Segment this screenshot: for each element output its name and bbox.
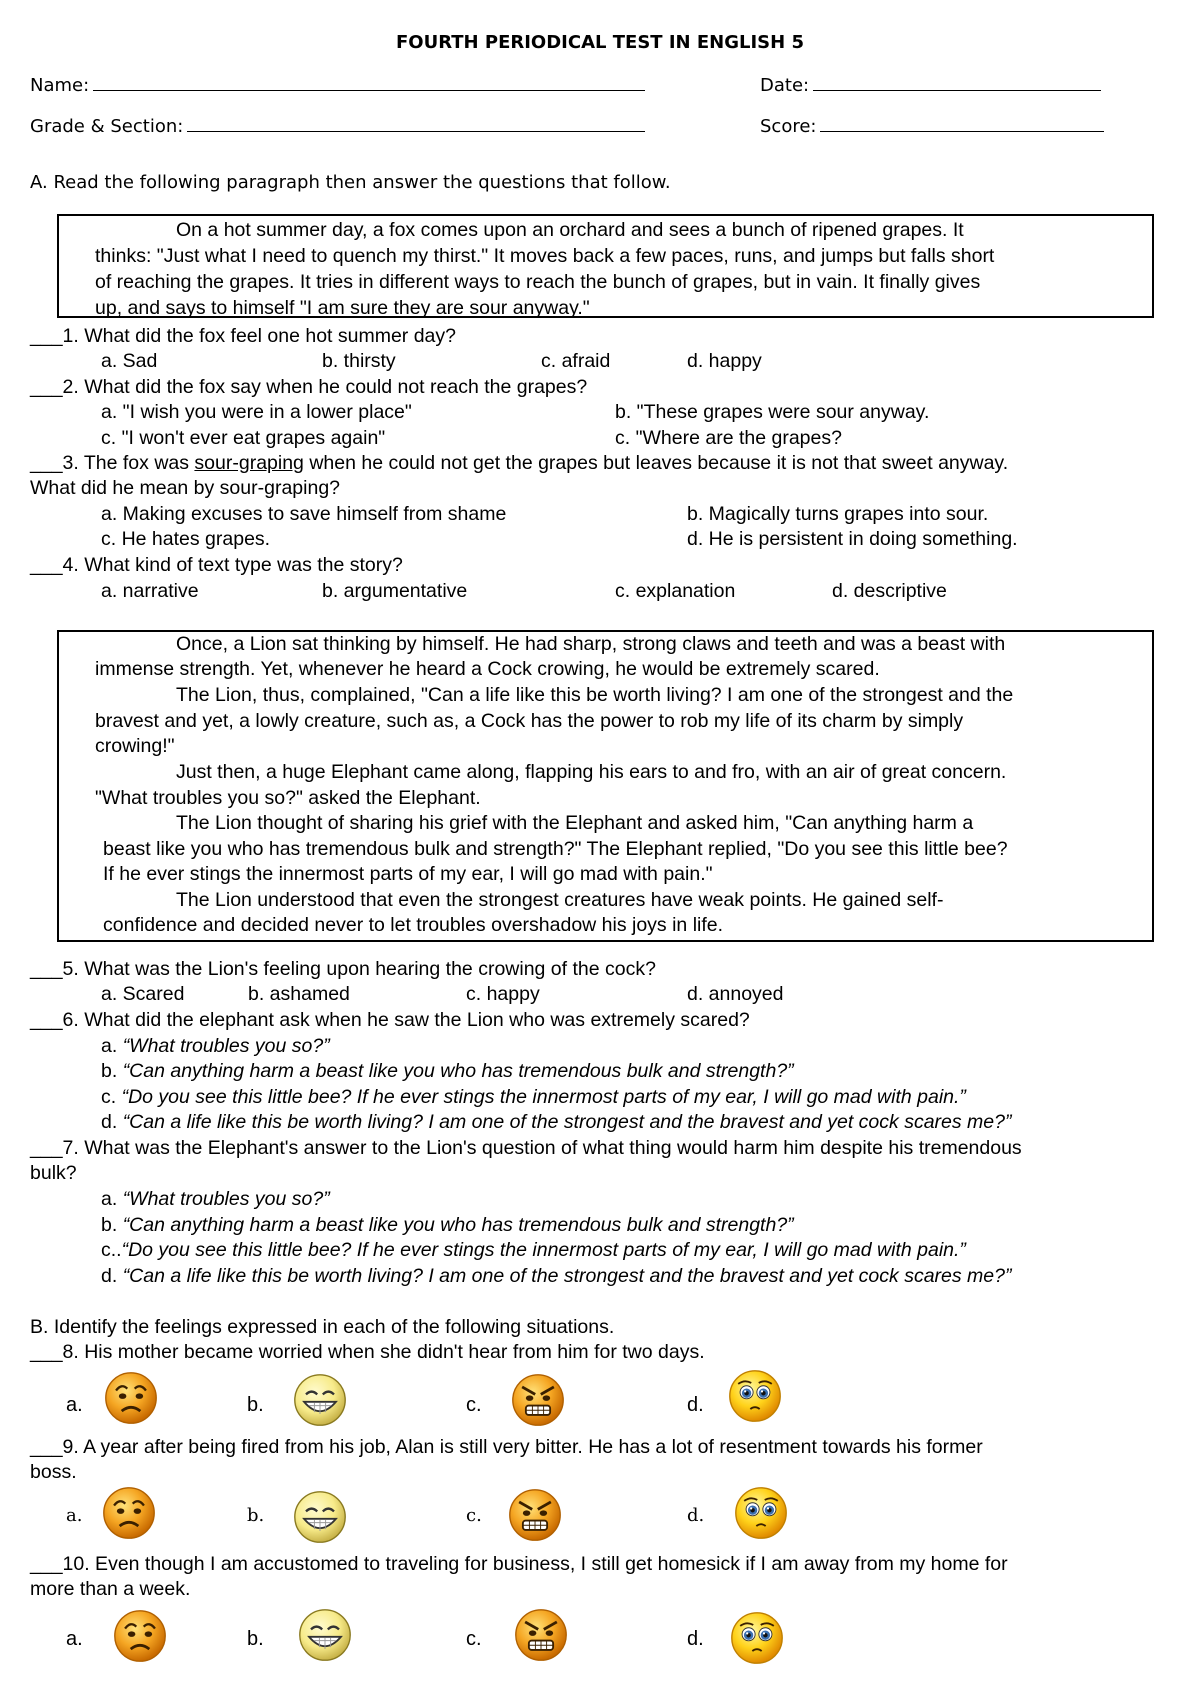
q3-stem-pre: ___3. The fox was [30, 452, 195, 474]
grade-section-label: Grade & Section: [30, 116, 184, 137]
angry-face-icon[interactable] [513, 1607, 569, 1663]
question-8-stem: ___8. His mother became worried when she didn't hear from him for two days. [30, 1341, 705, 1363]
q9-option-a-label: a. [66, 1505, 83, 1526]
q10-option-a-label: a. [66, 1628, 83, 1650]
passage-2-line: "What troubles you so?" asked the Elephant. [95, 787, 481, 809]
section-a-instruction: A. Read the following paragraph then answer the questions that follow. [30, 172, 671, 193]
grinning-face-icon[interactable] [292, 1489, 348, 1545]
option-letter: c. [101, 1086, 117, 1108]
q2-option-d[interactable]: c. "Where are the grapes? [615, 427, 842, 449]
grinning-face-icon[interactable] [292, 1372, 348, 1428]
passage-2-line: If he ever stings the innermost parts of my ear, I will go mad with pain." [103, 863, 713, 885]
sad-puppy-eyes-face-icon[interactable] [729, 1610, 785, 1666]
score-blank[interactable] [820, 113, 1104, 132]
passage-2-line: Just then, a huge Elephant came along, flapping his ears to and fro, with an air of great concern. [176, 761, 1007, 783]
passage-2-line: The Lion understood that even the strongest creatures have weak points. He gained self- [176, 889, 944, 911]
question-9-stem-line2: boss. [30, 1461, 77, 1483]
q7-option-b[interactable] [101, 1213, 794, 1237]
angry-face-icon[interactable] [510, 1372, 566, 1428]
q1-option-d[interactable]: d. happy [687, 350, 762, 372]
passage-2-line: crowing!" [95, 735, 175, 757]
q3-option-c[interactable]: c. He hates grapes. [101, 528, 271, 550]
date-field[interactable] [760, 72, 1101, 96]
worried-face-icon[interactable] [103, 1370, 159, 1426]
passage-2-line: immense strength. Yet, whenever he heard a Cock crowing, he would be extremely scared. [95, 658, 880, 680]
q9-option-c-label: c. [466, 1505, 482, 1526]
option-letter: b. [101, 1060, 118, 1082]
option-letter: b. [101, 1214, 118, 1236]
page-title: FOURTH PERIODICAL TEST IN ENGLISH 5 [396, 32, 804, 53]
q9-option-d-label: d. [687, 1505, 705, 1526]
worried-face-icon[interactable] [101, 1485, 157, 1541]
q3-option-d[interactable]: d. He is persistent in doing something. [687, 528, 1018, 550]
angry-face-icon[interactable] [507, 1487, 563, 1543]
question-10-stem: ___10. Even though I am accustomed to traveling for business, I still get homesick if I am away from my home for [30, 1553, 1008, 1575]
q8-option-c-label: c. [466, 1394, 482, 1416]
q10-option-b-label: b. [247, 1628, 264, 1650]
question-1-stem: ___1. What did the fox feel one hot summer day? [30, 325, 457, 347]
q8-option-d-label: d. [687, 1394, 704, 1416]
option-letter: d. [101, 1265, 118, 1287]
passage-2-line: beast like you who has tremendous bulk and strength?" The Elephant replied, "Do you see this little bee? [103, 838, 1008, 860]
q5-option-c[interactable]: c. happy [466, 983, 540, 1005]
option-text: “Do you see this little bee? If he ever stings the innermost parts of my ear, I will go mad with pain.” [121, 1239, 966, 1261]
q4-option-a[interactable]: a. narrative [101, 580, 199, 602]
q4-option-d[interactable]: d. descriptive [832, 580, 947, 602]
worried-face-icon[interactable] [112, 1608, 168, 1664]
question-4-stem: ___4. What kind of text type was the story? [30, 554, 403, 576]
option-letter: a. [101, 1188, 118, 1210]
score-field[interactable] [760, 113, 1104, 137]
passage-1-line: On a hot summer day, a fox comes upon an orchard and sees a bunch of ripened grapes. It [176, 219, 964, 241]
grade-section-blank[interactable] [187, 113, 645, 132]
q7-option-d[interactable] [101, 1264, 1011, 1288]
q1-option-a[interactable]: a. Sad [101, 350, 158, 372]
question-7-stem: ___7. What was the Elephant's answer to the Lion's question of what thing would harm him despite his tremendous [30, 1137, 1022, 1159]
question-7-stem-line2: bulk? [30, 1162, 77, 1184]
option-text: “Can a life like this be worth living? I am one of the strongest and the bravest and yet cock scares me?” [122, 1111, 1012, 1133]
q3-stem-post: when he could not get the grapes but leaves because it is not that sweet anyway. [303, 452, 1009, 474]
q10-option-d-label: d. [687, 1628, 704, 1650]
passage-2-line: Once, a Lion sat thinking by himself. He had sharp, strong claws and teeth and was a beast with [176, 633, 1006, 655]
q3-option-a[interactable]: a. Making excuses to save himself from shame [101, 503, 507, 525]
passage-2-line: bravest and yet, a lowly creature, such as, a Cock has the power to rob my life of its charm by simply [95, 710, 964, 732]
passage-1-line: up, and says to himself "I am sure they are sour anyway." [95, 297, 590, 319]
option-letter: c.. [101, 1239, 122, 1261]
q2-option-c[interactable]: c. "I won't ever eat grapes again" [101, 427, 386, 449]
option-text: “Do you see this little bee? If he ever stings the innermost parts of my ear, I will go mad with pain.” [121, 1086, 966, 1108]
section-b-instruction: B. Identify the feelings expressed in each of the following situations. [30, 1316, 615, 1338]
grade-section-field[interactable] [30, 113, 645, 137]
passage-1-line: thinks: "Just what I need to quench my thirst." It moves back a few paces, runs, and jumps but falls short [95, 245, 995, 267]
question-2-stem: ___2. What did the fox say when he could not reach the grapes? [30, 376, 588, 398]
passage-2-line: The Lion, thus, complained, "Can a life like this be worth living? I am one of the strongest and the [176, 684, 1014, 706]
q6-option-c[interactable] [101, 1085, 966, 1109]
q1-option-c[interactable]: c. afraid [541, 350, 611, 372]
option-text: “What troubles you so?” [122, 1188, 330, 1210]
date-blank[interactable] [813, 72, 1101, 91]
sad-puppy-eyes-face-icon[interactable] [733, 1485, 789, 1541]
q5-option-d[interactable]: d. annoyed [687, 983, 784, 1005]
q2-option-a[interactable]: a. "I wish you were in a lower place" [101, 401, 412, 423]
q9-option-b-label: b. [247, 1505, 265, 1526]
option-text: “Can anything harm a beast like you who has tremendous bulk and strength?” [122, 1214, 794, 1236]
passage-2-line: confidence and decided never to let troubles overshadow his joys in life. [103, 914, 724, 936]
passage-1-line: of reaching the grapes. It tries in different ways to reach the bunch of grapes, but in vain. It finally gives [95, 271, 981, 293]
q6-option-b[interactable] [101, 1059, 794, 1083]
option-letter: d. [101, 1111, 118, 1133]
date-label: Date: [760, 75, 810, 96]
q8-option-a-label: a. [66, 1394, 83, 1416]
q7-option-a[interactable] [101, 1187, 330, 1211]
option-letter: a. [101, 1035, 118, 1057]
option-text: “Can a life like this be worth living? I am one of the strongest and the bravest and yet cock scares me?” [122, 1265, 1012, 1287]
grinning-face-icon[interactable] [297, 1607, 353, 1663]
q8-option-b-label: b. [247, 1394, 264, 1416]
question-3-stem [30, 451, 1008, 475]
q4-option-c[interactable]: c. explanation [615, 580, 736, 602]
question-6-stem: ___6. What did the elephant ask when he saw the Lion who was extremely scared? [30, 1009, 750, 1031]
question-9-stem: ___9. A year after being fired from his job, Alan is still very bitter. He has a lot of resentment towards his former [30, 1436, 983, 1458]
q3-option-b[interactable]: b. Magically turns grapes into sour. [687, 503, 989, 525]
q5-option-a[interactable]: a. Scared [101, 983, 185, 1005]
q1-option-b[interactable]: b. thirsty [322, 350, 396, 372]
option-text: “What troubles you so?” [122, 1035, 330, 1057]
passage-2-line: The Lion thought of sharing his grief with the Elephant and asked him, "Can anything harm a [176, 812, 974, 834]
q3-term: sour-graping [194, 452, 304, 474]
question-5-stem: ___5. What was the Lion's feeling upon hearing the crowing of the cock? [30, 958, 656, 980]
q7-option-c[interactable] [101, 1238, 966, 1262]
q10-option-c-label: c. [466, 1628, 482, 1650]
option-text: “Can anything harm a beast like you who has tremendous bulk and strength?” [122, 1060, 794, 1082]
q5-option-b[interactable]: b. ashamed [248, 983, 350, 1005]
q2-option-b[interactable]: b. "These grapes were sour anyway. [615, 401, 930, 423]
name-label: Name: [30, 75, 90, 96]
score-label: Score: [760, 116, 817, 137]
q4-option-b[interactable]: b. argumentative [322, 580, 468, 602]
q6-option-d[interactable] [101, 1110, 1011, 1134]
sad-puppy-eyes-face-icon[interactable] [727, 1368, 783, 1424]
name-field[interactable] [30, 72, 645, 96]
question-10-stem-line2: more than a week. [30, 1578, 191, 1600]
name-blank[interactable] [93, 72, 645, 91]
question-3-stem-line2: What did he mean by sour-graping? [30, 477, 341, 499]
q6-option-a[interactable] [101, 1034, 330, 1058]
